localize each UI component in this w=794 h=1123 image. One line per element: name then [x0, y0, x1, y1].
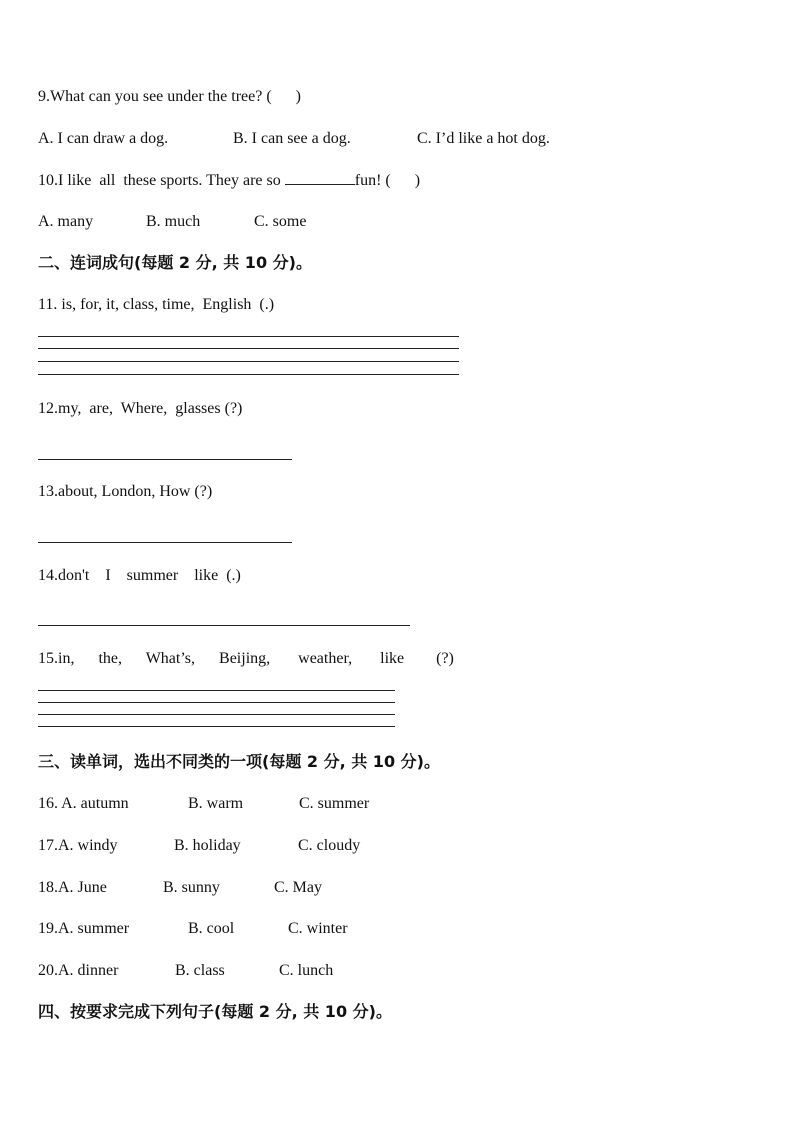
question-19-option-c[interactable]: C. winter — [288, 920, 348, 937]
question-20 — [38, 961, 118, 981]
answer-line[interactable] — [38, 690, 395, 691]
section-3-title: 三、读单词，选出不同类的一项(每题 2 分, 共 10 分)。 — [38, 752, 440, 771]
question-13-stem: 13.about, London, How (?) — [38, 483, 213, 500]
section-4-title: 四、按要求完成下列句子(每题 2 分, 共 10 分)。 — [38, 1002, 392, 1021]
answer-line[interactable] — [38, 336, 459, 337]
answer-line[interactable] — [38, 625, 410, 626]
question-18-option-a[interactable]: A. June — [58, 879, 107, 896]
answer-line[interactable] — [38, 361, 459, 362]
question-number: 16. — [38, 795, 58, 812]
question-20-option-c[interactable]: C. lunch — [279, 962, 334, 979]
question-18 — [38, 878, 107, 898]
question-16-option-b[interactable]: B. warm — [188, 795, 244, 812]
answer-line[interactable] — [38, 374, 459, 375]
answer-line[interactable] — [38, 348, 459, 349]
question-17-option-c[interactable]: C. cloudy — [298, 837, 361, 854]
question-16 — [38, 794, 129, 814]
question-number: 17. — [38, 837, 58, 854]
question-18-option-b[interactable]: B. sunny — [163, 879, 220, 896]
question-number: 20. — [38, 962, 58, 979]
question-9-option-b[interactable]: B. I can see a dog. — [233, 130, 351, 147]
question-19-option-a[interactable]: A. summer — [58, 920, 130, 937]
answer-line[interactable] — [38, 459, 292, 460]
question-10-option-c[interactable]: C. some — [254, 213, 307, 230]
question-19-option-b[interactable]: B. cool — [188, 920, 235, 937]
answer-line[interactable] — [38, 702, 395, 703]
question-10-option-b[interactable]: B. much — [146, 213, 201, 230]
question-17-option-b[interactable]: B. holiday — [174, 837, 241, 854]
section-2-title: 二、连词成句(每题 2 分, 共 10 分)。 — [38, 253, 312, 272]
question-17-option-a[interactable]: A. windy — [58, 837, 118, 854]
question-number: 18. — [38, 879, 58, 896]
question-14-stem: 14.don't I summer like (.) — [38, 567, 241, 584]
question-10-option-a[interactable]: A. many — [38, 213, 94, 230]
question-16-option-a[interactable]: A. autumn — [61, 795, 129, 812]
answer-line[interactable] — [38, 726, 395, 727]
question-20-option-a[interactable]: A. dinner — [58, 962, 119, 979]
question-11-stem: 11. is, for, it, class, time, English (.) — [38, 296, 275, 313]
question-9-option-c[interactable]: C. I’d like a hot dog. — [417, 130, 550, 147]
question-18-option-c[interactable]: C. May — [274, 879, 322, 896]
question-9-option-a[interactable]: A. I can draw a dog. — [38, 130, 169, 147]
question-10-stem-after: fun! ( ) — [354, 172, 421, 189]
answer-blank[interactable] — [285, 170, 355, 185]
question-20-option-b[interactable]: B. class — [175, 962, 225, 979]
answer-line[interactable] — [38, 714, 395, 715]
answer-line[interactable] — [38, 542, 292, 543]
question-16-option-c[interactable]: C. summer — [299, 795, 370, 812]
question-9-stem: 9.What can you see under the tree? ( ) — [38, 88, 301, 105]
question-19 — [38, 919, 129, 939]
question-12-stem: 12.my, are, Where, glasses (?) — [38, 400, 243, 417]
question-number: 19. — [38, 920, 58, 937]
question-17 — [38, 836, 118, 856]
question-15-stem: 15.in, the, What’s, Beijing, weather, like (?) — [38, 650, 454, 667]
question-10-stem — [38, 170, 420, 191]
question-10-stem-before: 10.I like all these sports. They are so — [38, 172, 285, 189]
